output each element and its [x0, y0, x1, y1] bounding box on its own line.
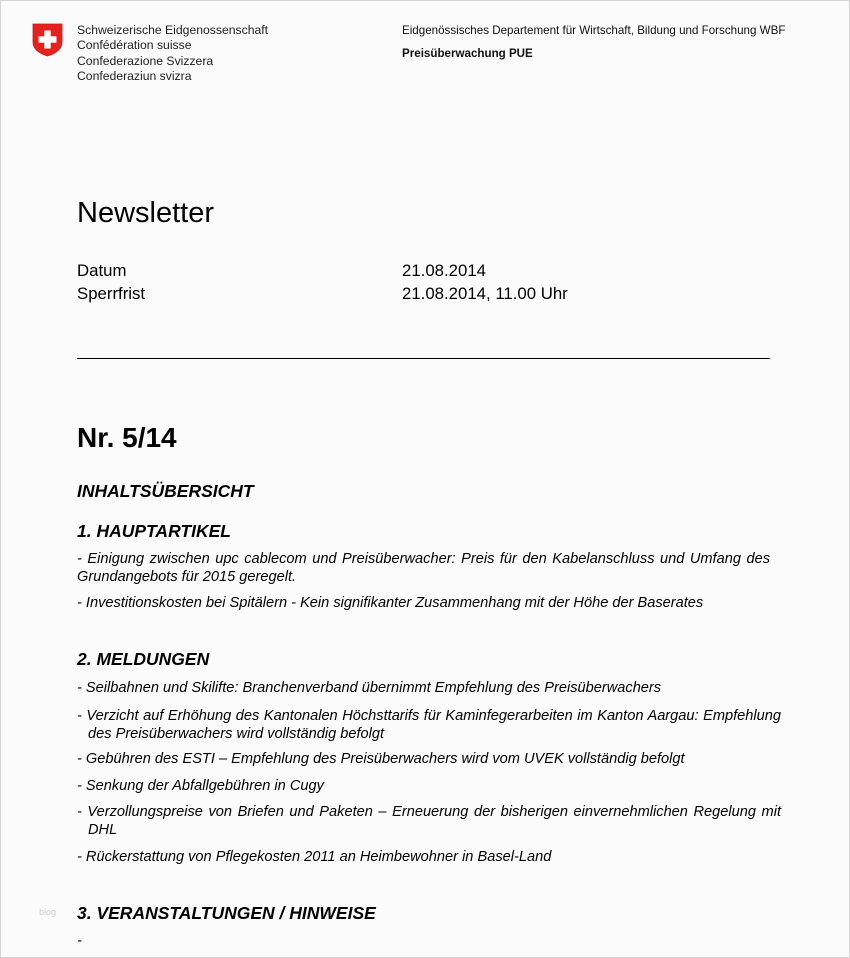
- issue-number: Nr. 5/14: [77, 422, 177, 453]
- confederation-name-rm: Confederaziun svizra: [77, 68, 192, 83]
- section-heading: 3. VERANSTALTUNGEN / HINWEISE: [77, 903, 376, 923]
- embargo-label: Sperrfrist: [77, 284, 146, 303]
- list-item: - Gebühren des ESTI – Empfehlung des Preisüberwachers wird vom UVEK vollständig befolgt: [77, 751, 685, 767]
- department-name: Eidgenössisches Departement für Wirtschaft, Bildung und Forschung WBF: [402, 24, 786, 37]
- confederation-name-it: Confederazione Svizzera: [77, 53, 214, 68]
- office-name: Preisüberwachung PUE: [402, 47, 533, 60]
- list-item: - Rückerstattung von Pflegekosten 2011 an Heimbewohner in Basel-Land: [77, 849, 552, 865]
- watermark: blog: [39, 907, 57, 917]
- toc-heading: INHALTSÜBERSICHT: [77, 481, 254, 501]
- document-title: Newsletter: [77, 197, 214, 229]
- list-item: - Einigung zwischen upc cablecom und Preisüberwacher: Preis für den Kabelanschluss und Umfang des Grundangebots für 2015 geregelt.: [77, 551, 770, 585]
- confederation-name-fr: Confédération suisse: [77, 38, 192, 53]
- section-heading: 1. HAUPTARTIKEL: [77, 521, 231, 541]
- list-item: - Senkung der Abfallgebühren in Cugy: [77, 778, 324, 794]
- list-item: - Verzicht auf Erhöhung des Kantonalen Höchsttarifs für Kaminfegerarbeiten im Kanton Aargau: Empfehlung des Preisüberwachers wird vollständig befolgt: [77, 708, 781, 742]
- swiss-coat-of-arms-icon: [32, 23, 63, 57]
- list-item: - Seilbahnen und Skilifte: Branchenverband übernimmt Empfehlung des Preisüberwachers: [77, 680, 662, 696]
- date-value: 21.08.2014: [402, 261, 486, 280]
- section-heading: 2. MELDUNGEN: [77, 649, 210, 669]
- list-item: - Investitionskosten bei Spitälern - Kein signifikanter Zusammenhang mit der Höhe der Baserates: [77, 595, 704, 611]
- list-item: -: [77, 933, 82, 949]
- list-item: - Verzollungspreise von Briefen und Paketen – Erneuerung der bisherigen einvernehmlichen Regelung mit DHL: [77, 804, 781, 838]
- confederation-name-de: Schweizerische Eidgenossenschaft: [77, 23, 269, 37]
- embargo-value: 21.08.2014, 11.00 Uhr: [402, 284, 568, 303]
- date-label: Datum: [77, 261, 127, 280]
- confederation-names: [77, 23, 268, 84]
- divider: [77, 358, 770, 359]
